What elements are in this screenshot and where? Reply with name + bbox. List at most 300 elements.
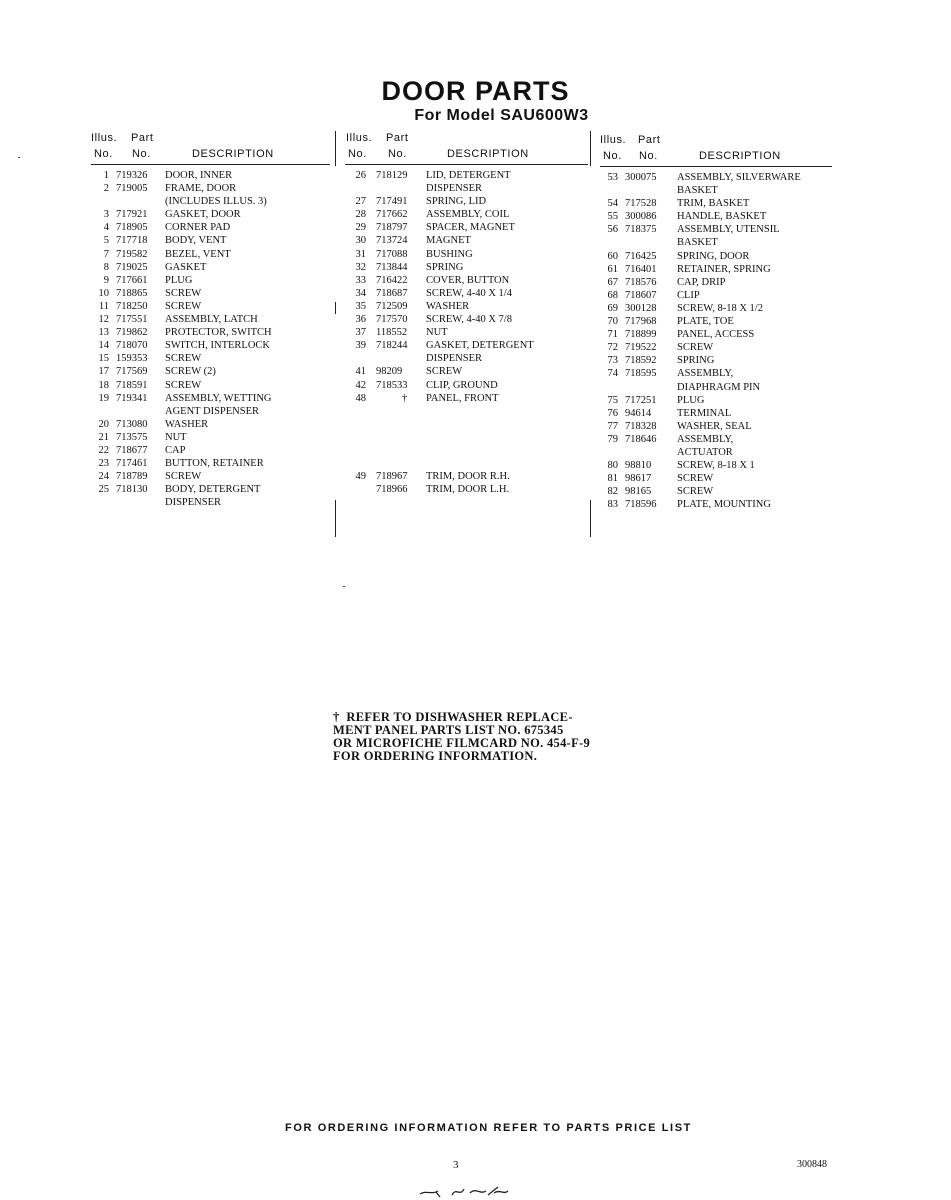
illus-number: 39 — [355, 340, 366, 352]
part-number: 98165 — [625, 486, 652, 498]
footnote-line: † REFER TO DISHWASHER REPLACE- — [333, 710, 573, 724]
part-number: 300128 — [625, 302, 657, 314]
table-row — [345, 406, 588, 419]
header-illus: Illus. — [600, 134, 627, 146]
table-row — [600, 224, 832, 237]
table-row — [91, 471, 330, 484]
scan-mark — [18, 157, 20, 158]
part-description: PLUG — [165, 274, 193, 286]
column-header — [91, 132, 330, 165]
illus-number: 36 — [355, 314, 366, 326]
part-number: 719582 — [116, 248, 148, 260]
column-header — [600, 134, 832, 167]
illus-number: 69 — [607, 302, 618, 314]
illus-number: 22 — [98, 444, 109, 456]
illus-number: 17 — [98, 366, 109, 378]
header-illus: Illus. — [346, 132, 373, 144]
part-description: ASSEMBLY, COIL — [426, 209, 510, 221]
parts-column-3 — [600, 134, 832, 512]
part-number: 717088 — [376, 248, 408, 260]
illus-number: 31 — [355, 248, 366, 260]
part-number: 98810 — [625, 460, 652, 472]
part-description: PANEL, FRONT — [426, 392, 499, 404]
header-illus-no: No. — [603, 150, 622, 162]
document-number: 300848 — [797, 1159, 827, 1170]
table-row — [345, 366, 588, 379]
table-row — [600, 172, 832, 185]
part-number: 718677 — [116, 444, 148, 456]
parts-list — [600, 167, 832, 512]
part-description: TRIM, DOOR L.H. — [426, 484, 510, 496]
part-description: DISPENSER — [426, 353, 483, 365]
part-description: SCREW — [677, 473, 714, 485]
part-description: SCREW — [165, 353, 202, 365]
part-description: CORNER PAD — [165, 222, 231, 234]
part-number: 717921 — [116, 209, 148, 221]
part-description: BASKET — [677, 185, 718, 197]
page-title: DOOR PARTS — [381, 76, 570, 106]
part-description: DISPENSER — [165, 497, 222, 509]
page-number: 3 — [453, 1159, 459, 1171]
illus-number: 24 — [98, 471, 109, 483]
illus-number: 82 — [607, 486, 618, 498]
part-number: 717569 — [116, 366, 148, 378]
part-description: ASSEMBLY, SILVERWARE — [677, 172, 801, 183]
header-illus-no: No. — [348, 148, 367, 160]
part-number: 718250 — [116, 300, 148, 312]
table-row — [600, 434, 832, 447]
part-description: DISPENSER — [426, 183, 483, 195]
part-number: 717661 — [116, 274, 148, 286]
part-description: COVER, BUTTON — [426, 274, 510, 286]
illus-number: 54 — [607, 198, 618, 210]
table-row — [600, 303, 832, 316]
table-row — [91, 366, 330, 379]
illus-number: 23 — [98, 458, 109, 470]
part-number: 717491 — [376, 196, 408, 208]
part-number: 718687 — [376, 287, 408, 299]
illus-number: 10 — [98, 287, 109, 299]
part-number: 718576 — [625, 276, 657, 288]
table-row — [91, 353, 330, 366]
table-row — [600, 185, 832, 198]
illus-number: 25 — [98, 484, 109, 496]
illus-number: 70 — [607, 316, 618, 328]
part-number: 118552 — [376, 327, 408, 339]
illus-number: 12 — [98, 314, 109, 326]
table-row — [600, 499, 832, 512]
illus-number: 41 — [355, 366, 366, 378]
part-description: NUT — [165, 431, 187, 443]
table-row — [345, 301, 588, 314]
part-description: SPRING, LID — [426, 196, 487, 208]
table-row — [345, 432, 588, 445]
part-number: 98209 — [376, 366, 403, 378]
header-part: Part — [131, 132, 154, 144]
illus-number: 74 — [607, 368, 618, 380]
table-row — [91, 275, 330, 288]
part-number: † — [402, 392, 408, 404]
part-number: 719025 — [116, 261, 148, 273]
table-row — [345, 314, 588, 327]
illus-number: 20 — [98, 418, 109, 430]
part-description: NUT — [426, 327, 448, 339]
table-row — [345, 393, 588, 406]
part-description: MAGNET — [426, 235, 471, 247]
part-description: PROTECTOR, SWITCH — [165, 327, 272, 339]
table-row — [345, 445, 588, 458]
part-description: CLIP, GROUND — [426, 379, 498, 391]
part-description: SWITCH, INTERLOCK — [165, 340, 270, 352]
part-description: SPRING — [677, 355, 715, 367]
table-row — [600, 355, 832, 368]
part-number: 719341 — [116, 392, 148, 404]
illus-number: 73 — [607, 355, 618, 367]
part-number: 718865 — [116, 287, 148, 299]
part-number: 719005 — [116, 183, 148, 195]
part-number: 717461 — [116, 458, 148, 470]
illus-number: 60 — [607, 250, 618, 262]
illus-number: 71 — [607, 329, 618, 341]
parts-list — [91, 165, 330, 510]
table-row — [91, 209, 330, 222]
part-number: 718789 — [116, 471, 148, 483]
part-description: SCREW — [165, 379, 202, 391]
illus-number: 37 — [355, 327, 366, 339]
table-row — [600, 408, 832, 421]
table-row — [600, 251, 832, 264]
illus-number: 1 — [103, 170, 109, 181]
header-description: DESCRIPTION — [699, 150, 781, 162]
table-row — [345, 249, 588, 262]
part-description: BASKET — [677, 237, 718, 249]
footnote-line: OR MICROFICHE FILMCARD NO. 454-F-9 — [333, 736, 591, 750]
part-number: 718244 — [376, 340, 408, 352]
illus-number: 83 — [607, 499, 618, 511]
column-divider — [590, 500, 591, 537]
part-description: GASKET, DETERGENT — [426, 340, 534, 352]
table-row — [91, 235, 330, 248]
illus-number: 55 — [607, 211, 618, 223]
part-description: WASHER — [165, 418, 209, 430]
illus-number: 56 — [607, 224, 618, 236]
part-description: WASHER, SEAL — [677, 420, 752, 432]
illus-number: 14 — [98, 340, 109, 352]
table-row — [345, 170, 588, 183]
illus-number: 28 — [355, 209, 366, 221]
part-description: SCREW — [426, 366, 463, 378]
table-row — [91, 432, 330, 445]
part-number: 717251 — [625, 394, 657, 406]
illus-number: 9 — [103, 274, 109, 286]
table-row — [345, 380, 588, 393]
column-divider — [590, 131, 591, 166]
part-description: CLIP — [677, 289, 700, 301]
part-description: SPRING, DOOR — [677, 250, 750, 262]
part-number: 717968 — [625, 316, 657, 328]
table-row — [345, 209, 588, 222]
table-row — [600, 473, 832, 486]
table-row — [91, 340, 330, 353]
part-description: HANDLE, BASKET — [677, 211, 767, 223]
part-description: GASKET — [165, 261, 207, 273]
illus-number: 42 — [355, 379, 366, 391]
table-row — [91, 288, 330, 301]
illus-number: 26 — [355, 170, 366, 181]
part-number: 712509 — [376, 300, 408, 312]
footnote-line: FOR ORDERING INFORMATION. — [333, 749, 538, 763]
header-part: Part — [386, 132, 409, 144]
illus-number: 13 — [98, 327, 109, 339]
part-number: 718905 — [116, 222, 148, 234]
table-row — [91, 445, 330, 458]
ordering-footer: FOR ORDERING INFORMATION REFER TO PARTS PRICE LIST — [285, 1122, 692, 1134]
table-row — [600, 368, 832, 381]
header-illus-no: No. — [94, 148, 113, 160]
table-row — [91, 314, 330, 327]
column-divider — [335, 131, 336, 166]
part-number: 300086 — [625, 211, 657, 223]
table-row — [91, 249, 330, 262]
part-description: SCREW — [165, 300, 202, 312]
part-number: 719326 — [116, 170, 148, 181]
table-row — [91, 327, 330, 340]
part-description: SCREW, 8-18 X 1 — [677, 460, 755, 472]
illus-number: 49 — [355, 471, 366, 483]
table-row — [345, 275, 588, 288]
part-number: 717570 — [376, 314, 408, 326]
part-description: WASHER — [426, 300, 470, 312]
table-row — [600, 421, 832, 434]
part-number: 716425 — [625, 250, 657, 262]
table-row — [345, 327, 588, 340]
table-row — [600, 277, 832, 290]
footnote — [333, 711, 590, 763]
column-header — [345, 132, 588, 165]
table-row — [600, 486, 832, 499]
part-number: 718130 — [116, 484, 148, 496]
part-number: 718595 — [625, 368, 657, 380]
table-row — [91, 262, 330, 275]
part-number: 94614 — [625, 407, 652, 419]
part-number: 719522 — [625, 342, 657, 354]
part-number: 718375 — [625, 224, 657, 236]
part-description: SPACER, MAGNET — [426, 222, 515, 234]
parts-column-1 — [91, 132, 330, 510]
illus-number: 53 — [607, 172, 618, 183]
table-row — [91, 222, 330, 235]
table-row — [345, 222, 588, 235]
part-number: 717718 — [116, 235, 148, 247]
part-number: 713080 — [116, 418, 148, 430]
part-number: 718328 — [625, 420, 657, 432]
table-row — [91, 183, 330, 196]
part-description: LID, DETERGENT — [426, 170, 511, 181]
part-number: 718070 — [116, 340, 148, 352]
table-row — [91, 393, 330, 406]
part-number: 718967 — [376, 471, 408, 483]
header-part-no: No. — [388, 148, 407, 160]
part-description: GASKET, DOOR — [165, 209, 241, 221]
part-description: ASSEMBLY, WETTING — [165, 392, 272, 404]
illus-number: 18 — [98, 379, 109, 391]
column-divider — [335, 302, 336, 314]
part-number: 718607 — [625, 289, 657, 301]
table-row — [91, 301, 330, 314]
part-description: PLATE, MOUNTING — [677, 499, 771, 511]
header-illus: Illus. — [91, 132, 118, 144]
illus-number: 33 — [355, 274, 366, 286]
illus-number: 11 — [98, 300, 109, 312]
part-description: PANEL, ACCESS — [677, 329, 755, 341]
table-row — [345, 262, 588, 275]
part-description: SCREW, 4-40 X 1/4 — [426, 287, 512, 299]
column-divider — [335, 500, 336, 537]
illus-number: 80 — [607, 460, 618, 472]
part-number: 719862 — [116, 327, 148, 339]
part-description: BUTTON, RETAINER — [165, 458, 264, 470]
table-row — [345, 458, 588, 471]
part-description: BEZEL, VENT — [165, 248, 231, 260]
part-description: AGENT DISPENSER — [165, 405, 260, 417]
table-row — [91, 497, 330, 510]
table-row — [91, 458, 330, 471]
part-description: CAP — [165, 444, 186, 456]
page-subtitle: For Model SAU600W3 — [414, 107, 589, 124]
part-description: DIAPHRAGM PIN — [677, 381, 761, 393]
part-description: SCREW — [165, 471, 202, 483]
table-row — [91, 196, 330, 209]
illus-number: 68 — [607, 289, 618, 301]
illus-number: 19 — [98, 392, 109, 404]
illus-number: 67 — [607, 276, 618, 288]
table-row — [600, 237, 832, 250]
illus-number: 29 — [355, 222, 366, 234]
table-row — [600, 329, 832, 342]
table-row — [345, 235, 588, 248]
table-row — [345, 196, 588, 209]
parts-list — [345, 165, 588, 497]
table-row — [600, 447, 832, 460]
illus-number: 21 — [98, 431, 109, 443]
part-description: BODY, VENT — [165, 235, 227, 247]
table-row — [600, 342, 832, 355]
table-row — [600, 264, 832, 277]
table-row — [91, 170, 330, 183]
table-row — [345, 419, 588, 432]
part-description: SCREW — [677, 342, 714, 354]
header-part-no: No. — [639, 150, 658, 162]
part-description: CAP, DRIP — [677, 276, 726, 288]
illus-number: 15 — [98, 353, 109, 365]
illus-number: 30 — [355, 235, 366, 247]
illus-number: 48 — [355, 392, 366, 404]
part-number: 713724 — [376, 235, 408, 247]
table-row — [91, 406, 330, 419]
illus-number: 27 — [355, 196, 366, 208]
part-description: FRAME, DOOR — [165, 183, 237, 195]
part-description: ASSEMBLY, UTENSIL — [677, 224, 780, 236]
part-number: 717528 — [625, 198, 657, 210]
part-description: SCREW, 8-18 X 1/2 — [677, 302, 763, 314]
part-description: TRIM, BASKET — [677, 198, 750, 210]
parts-column-2 — [345, 132, 588, 497]
scan-mark — [343, 586, 345, 587]
illus-number: 7 — [103, 248, 109, 260]
illus-number: 76 — [607, 407, 618, 419]
illus-number: 72 — [607, 342, 618, 354]
table-row — [345, 353, 588, 366]
part-description: ACTUATOR — [677, 446, 733, 458]
part-description: BODY, DETERGENT — [165, 484, 261, 496]
part-description: PLUG — [677, 394, 705, 406]
table-row — [91, 484, 330, 497]
illus-number: 2 — [103, 183, 109, 195]
part-description: (INCLUDES ILLUS. 3) — [165, 196, 267, 208]
table-row — [91, 380, 330, 393]
illus-number: 34 — [355, 287, 366, 299]
part-number: 718129 — [376, 170, 408, 181]
illus-number: 3 — [103, 209, 109, 221]
part-number: 718591 — [116, 379, 148, 391]
part-number: 713575 — [116, 431, 148, 443]
part-description: ASSEMBLY, LATCH — [165, 314, 258, 326]
table-row — [345, 484, 588, 497]
table-row — [600, 382, 832, 395]
header-part-no: No. — [132, 148, 151, 160]
header-part: Part — [638, 134, 661, 146]
handwritten-mark — [418, 1181, 510, 1200]
footnote-line: MENT PANEL PARTS LIST NO. 675345 — [333, 723, 564, 737]
part-description: TERMINAL — [677, 407, 732, 419]
table-row — [345, 340, 588, 353]
part-description: ASSEMBLY, — [677, 433, 734, 445]
illus-number: 61 — [607, 263, 618, 275]
table-row — [600, 290, 832, 303]
part-number: 718797 — [376, 222, 408, 234]
part-number: 300075 — [625, 172, 657, 183]
table-row — [91, 419, 330, 432]
illus-number: 81 — [607, 473, 618, 485]
part-description: BUSHING — [426, 248, 473, 260]
illus-number: 4 — [103, 222, 109, 234]
part-number: 717551 — [116, 314, 148, 326]
part-number: 718899 — [625, 329, 657, 341]
table-row — [600, 198, 832, 211]
part-number: 716422 — [376, 274, 408, 286]
table-row — [600, 211, 832, 224]
part-number: 716401 — [625, 263, 657, 275]
part-description: SCREW — [677, 486, 714, 498]
part-number: 159353 — [116, 353, 148, 365]
illus-number: 32 — [355, 261, 366, 273]
part-number: 718646 — [625, 433, 657, 445]
part-description: SPRING — [426, 261, 464, 273]
table-row — [345, 471, 588, 484]
part-number: 713844 — [376, 261, 408, 273]
illus-number: 75 — [607, 394, 618, 406]
part-number: 717662 — [376, 209, 408, 221]
header-description: DESCRIPTION — [192, 148, 274, 160]
illus-number: 5 — [103, 235, 109, 247]
part-description: ASSEMBLY, — [677, 368, 734, 380]
table-row — [600, 316, 832, 329]
part-description: SCREW — [165, 287, 202, 299]
table-row — [345, 288, 588, 301]
table-row — [345, 183, 588, 196]
illus-number: 35 — [355, 300, 366, 312]
illus-number: 8 — [103, 261, 109, 273]
